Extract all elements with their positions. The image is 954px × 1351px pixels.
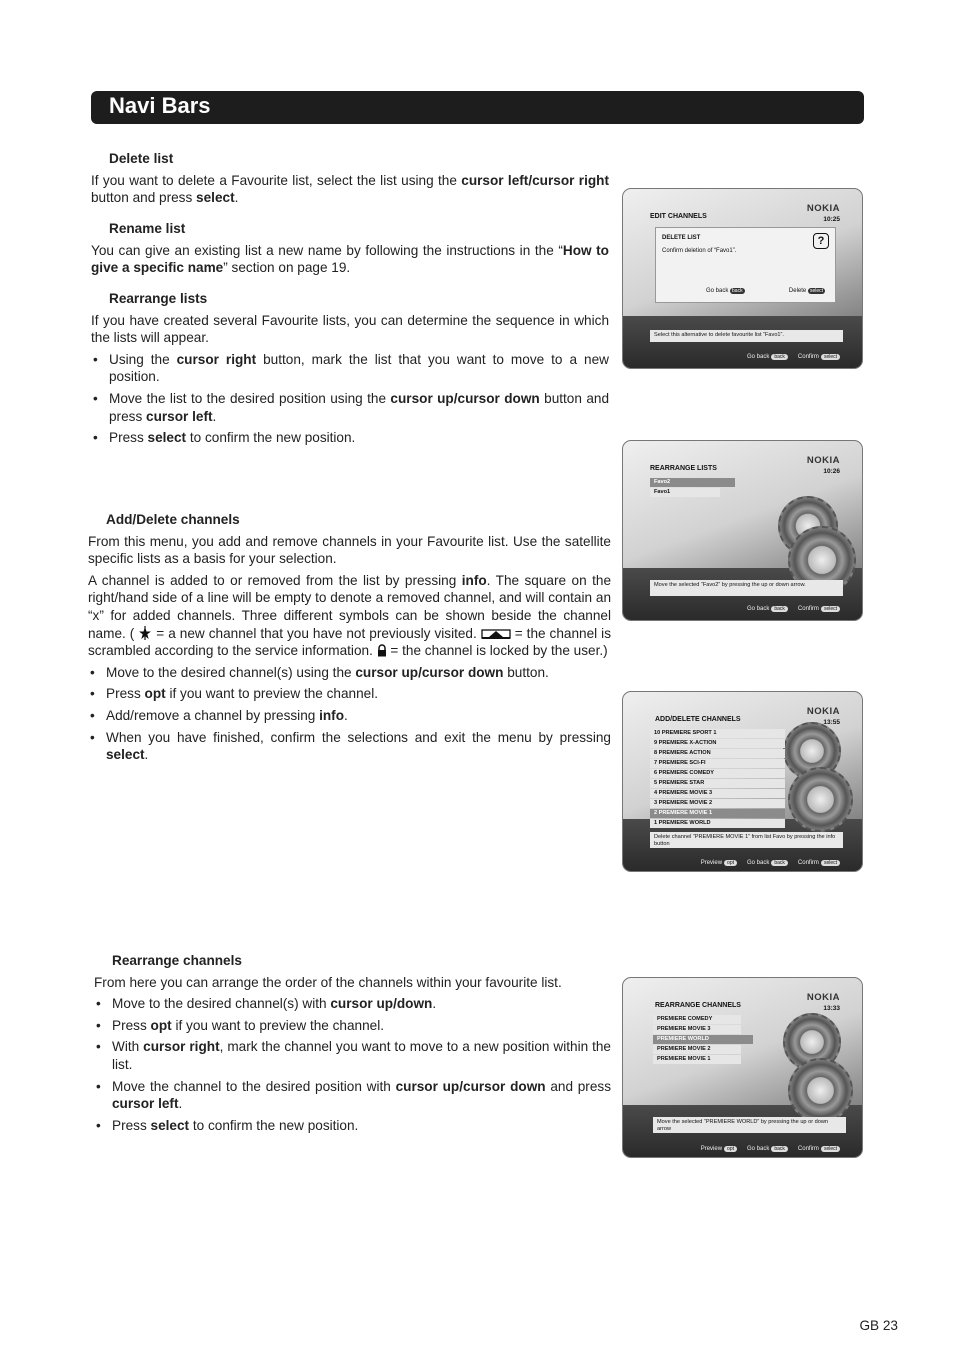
list-item: PREMIERE WORLD bbox=[653, 1035, 753, 1044]
screenshot-edit-channels bbox=[622, 188, 863, 369]
dialog-delete-hint: Delete select bbox=[788, 288, 823, 294]
add-delete-intro: From this menu, you add and remove channels in your Favourite list. Use the satellite specific lists as a basis for your selection. bbox=[88, 533, 611, 567]
list-item: • When you have finished, confirm the selections and exit the menu by pressing select. bbox=[88, 729, 611, 764]
dialog-back-hint: Go back back bbox=[706, 288, 743, 294]
screen-time: 13:33 bbox=[823, 1005, 840, 1012]
screen-time: 13:55 bbox=[823, 719, 840, 726]
hint-go-back: Go back back bbox=[747, 1146, 788, 1152]
hint-go-back: Go back back bbox=[747, 354, 788, 360]
list-item: 10 PREMIERE SPORT 1 bbox=[650, 729, 785, 738]
section-delete-list bbox=[91, 150, 609, 211]
page-number: GB 23 bbox=[859, 1318, 898, 1333]
hint-confirm: Confirm select bbox=[798, 354, 840, 360]
dialog-text: Confirm deletion of “Favo1”. bbox=[662, 248, 737, 254]
list-item: PREMIERE COMEDY bbox=[653, 1015, 741, 1024]
section-rearrange-lists bbox=[91, 290, 609, 451]
list-item: • Press select to confirm the new position. bbox=[91, 429, 609, 447]
rename-list-heading: Rename list bbox=[109, 221, 186, 236]
list-item: • Press opt if you want to preview the channel. bbox=[94, 1017, 611, 1035]
list-item: • Press opt if you want to preview the channel. bbox=[88, 685, 611, 703]
list-item: 6 PREMIERE COMEDY bbox=[650, 769, 785, 778]
nokia-logo: NOKIA bbox=[806, 203, 840, 214]
list-item: 2 PREMIERE MOVIE 1 bbox=[650, 809, 785, 818]
nokia-logo: NOKIA bbox=[806, 706, 840, 717]
list-item: 8 PREMIERE ACTION bbox=[650, 749, 785, 758]
screenshot-rearrange-lists bbox=[622, 440, 863, 621]
hint-go-back: Go back back bbox=[747, 860, 788, 866]
screen-title: EDIT CHANNELS bbox=[650, 213, 707, 220]
hint-go-back: Go back back bbox=[747, 606, 788, 612]
list-item: 1 PREMIERE WORLD bbox=[650, 819, 785, 828]
lock-icon bbox=[377, 644, 387, 657]
list-item: • Add/remove a channel by pressing info. bbox=[88, 707, 611, 725]
question-icon: ? bbox=[813, 233, 829, 249]
scrambled-channel-icon bbox=[481, 628, 511, 640]
screen-hints bbox=[747, 354, 840, 360]
hint-confirm: Confirm select bbox=[798, 1146, 840, 1152]
rearrange-lists-heading: Rearrange lists bbox=[109, 291, 208, 306]
list-item: PREMIERE MOVIE 2 bbox=[653, 1045, 741, 1054]
list-item: • Using the cursor right button, mark the list that you want to move to a new position. bbox=[91, 351, 609, 386]
list-item: • Move to the desired channel(s) using the cursor up/cursor down button. bbox=[88, 664, 611, 682]
screen-status-text: Move the selected “PREMIERE WORLD” by pressing the up or down arrow bbox=[653, 1117, 846, 1133]
section-rename-list bbox=[91, 220, 609, 281]
list-item: 9 PREMIERE X-ACTION bbox=[650, 739, 785, 748]
list-item: 3 PREMIERE MOVIE 2 bbox=[650, 799, 785, 808]
list-item: Favo2 bbox=[650, 478, 735, 487]
list-item: • Move the channel to the desired position with cursor up/cursor down and press cursor left. bbox=[94, 1078, 611, 1113]
section-title: Navi Bars bbox=[109, 93, 211, 118]
rearrange-lists-intro: If you have created several Favourite lists, you can determine the sequence in which the lists will appear. bbox=[91, 312, 609, 346]
screen-status-text: Select this alternative to delete favourite list “Favo1”. bbox=[650, 330, 843, 342]
section-rearrange-channels bbox=[94, 952, 611, 1138]
add-delete-symbols: A channel is added to or removed from the list by pressing info. The square on the right/hand side of a line will be empty to denote a removed channel, and will contain an “x” for added channels. Three different symbols can be shown beside the channel name. ( = a new channel that you have not previously visited. = the channel is scrambled according to the service information. = the channel is locked by the user.) bbox=[88, 572, 611, 659]
list-item: 7 PREMIERE SCI-FI bbox=[650, 759, 785, 768]
nokia-logo: NOKIA bbox=[806, 455, 840, 466]
section-add-delete-channels bbox=[88, 511, 611, 768]
list-item: • Move to the desired channel(s) with cursor up/down. bbox=[94, 995, 611, 1013]
hint-confirm: Confirm select bbox=[798, 606, 840, 612]
add-delete-heading: Add/Delete channels bbox=[106, 512, 240, 527]
hint-preview: Preview opt bbox=[701, 1146, 737, 1152]
screen-time: 10:25 bbox=[823, 216, 840, 223]
rearrange-channels-intro: From here you can arrange the order of the channels within your favourite list. bbox=[94, 974, 562, 990]
screen-hints bbox=[747, 606, 840, 612]
screen-status-text: Delete channel “PREMIERE MOVIE 1” from list Favo by pressing the info button bbox=[650, 832, 843, 848]
list-item: Favo1 bbox=[650, 488, 720, 497]
hint-preview: Preview opt bbox=[701, 860, 737, 866]
nokia-logo: NOKIA bbox=[806, 992, 840, 1003]
add-delete-steps bbox=[88, 664, 611, 764]
gear-graphic bbox=[788, 767, 853, 832]
screen-hints bbox=[701, 860, 840, 866]
rename-list-text: You can give an existing list a new name by following the instructions in the “How to give a specific name” section on page 19. bbox=[91, 242, 609, 276]
rearrange-lists-steps bbox=[91, 351, 609, 447]
rearrange-channels-heading: Rearrange channels bbox=[112, 953, 242, 968]
rearrange-channels-steps bbox=[94, 995, 611, 1134]
list-item: • Press select to confirm the new position. bbox=[94, 1117, 611, 1135]
section-header-bar bbox=[91, 91, 864, 124]
screen-title: REARRANGE CHANNELS bbox=[655, 1002, 741, 1009]
list-item: 5 PREMIERE STAR bbox=[650, 779, 785, 788]
delete-list-dialog bbox=[655, 227, 836, 303]
new-channel-icon bbox=[138, 626, 152, 640]
list-item: PREMIERE MOVIE 3 bbox=[653, 1025, 741, 1034]
screenshot-rearrange-channels bbox=[622, 977, 863, 1158]
screen-bottom-band bbox=[623, 316, 862, 368]
list-item: PREMIERE MOVIE 1 bbox=[653, 1055, 741, 1064]
screen-time: 10:26 bbox=[823, 468, 840, 475]
delete-list-text: If you want to delete a Favourite list, select the list using the cursor left/cursor right button and press select. bbox=[91, 172, 609, 206]
screen-hints bbox=[701, 1146, 840, 1152]
list-item: • Move the list to the desired position using the cursor up/cursor down button and press cursor left. bbox=[91, 390, 609, 425]
list-item: 4 PREMIERE MOVIE 3 bbox=[650, 789, 785, 798]
screen-status-text: Move the selected “Favo2” by pressing the up or down arrow. bbox=[650, 580, 843, 596]
dialog-title: DELETE LIST bbox=[662, 235, 701, 241]
delete-list-heading: Delete list bbox=[109, 151, 174, 166]
hint-confirm: Confirm select bbox=[798, 860, 840, 866]
list-item: • With cursor right, mark the channel you want to move to a new position within the list. bbox=[94, 1038, 611, 1073]
gear-graphic bbox=[788, 1058, 853, 1123]
screenshot-add-delete-channels bbox=[622, 691, 863, 872]
screen-title: ADD/DELETE CHANNELS bbox=[655, 716, 741, 723]
screen-title: REARRANGE LISTS bbox=[650, 465, 717, 472]
